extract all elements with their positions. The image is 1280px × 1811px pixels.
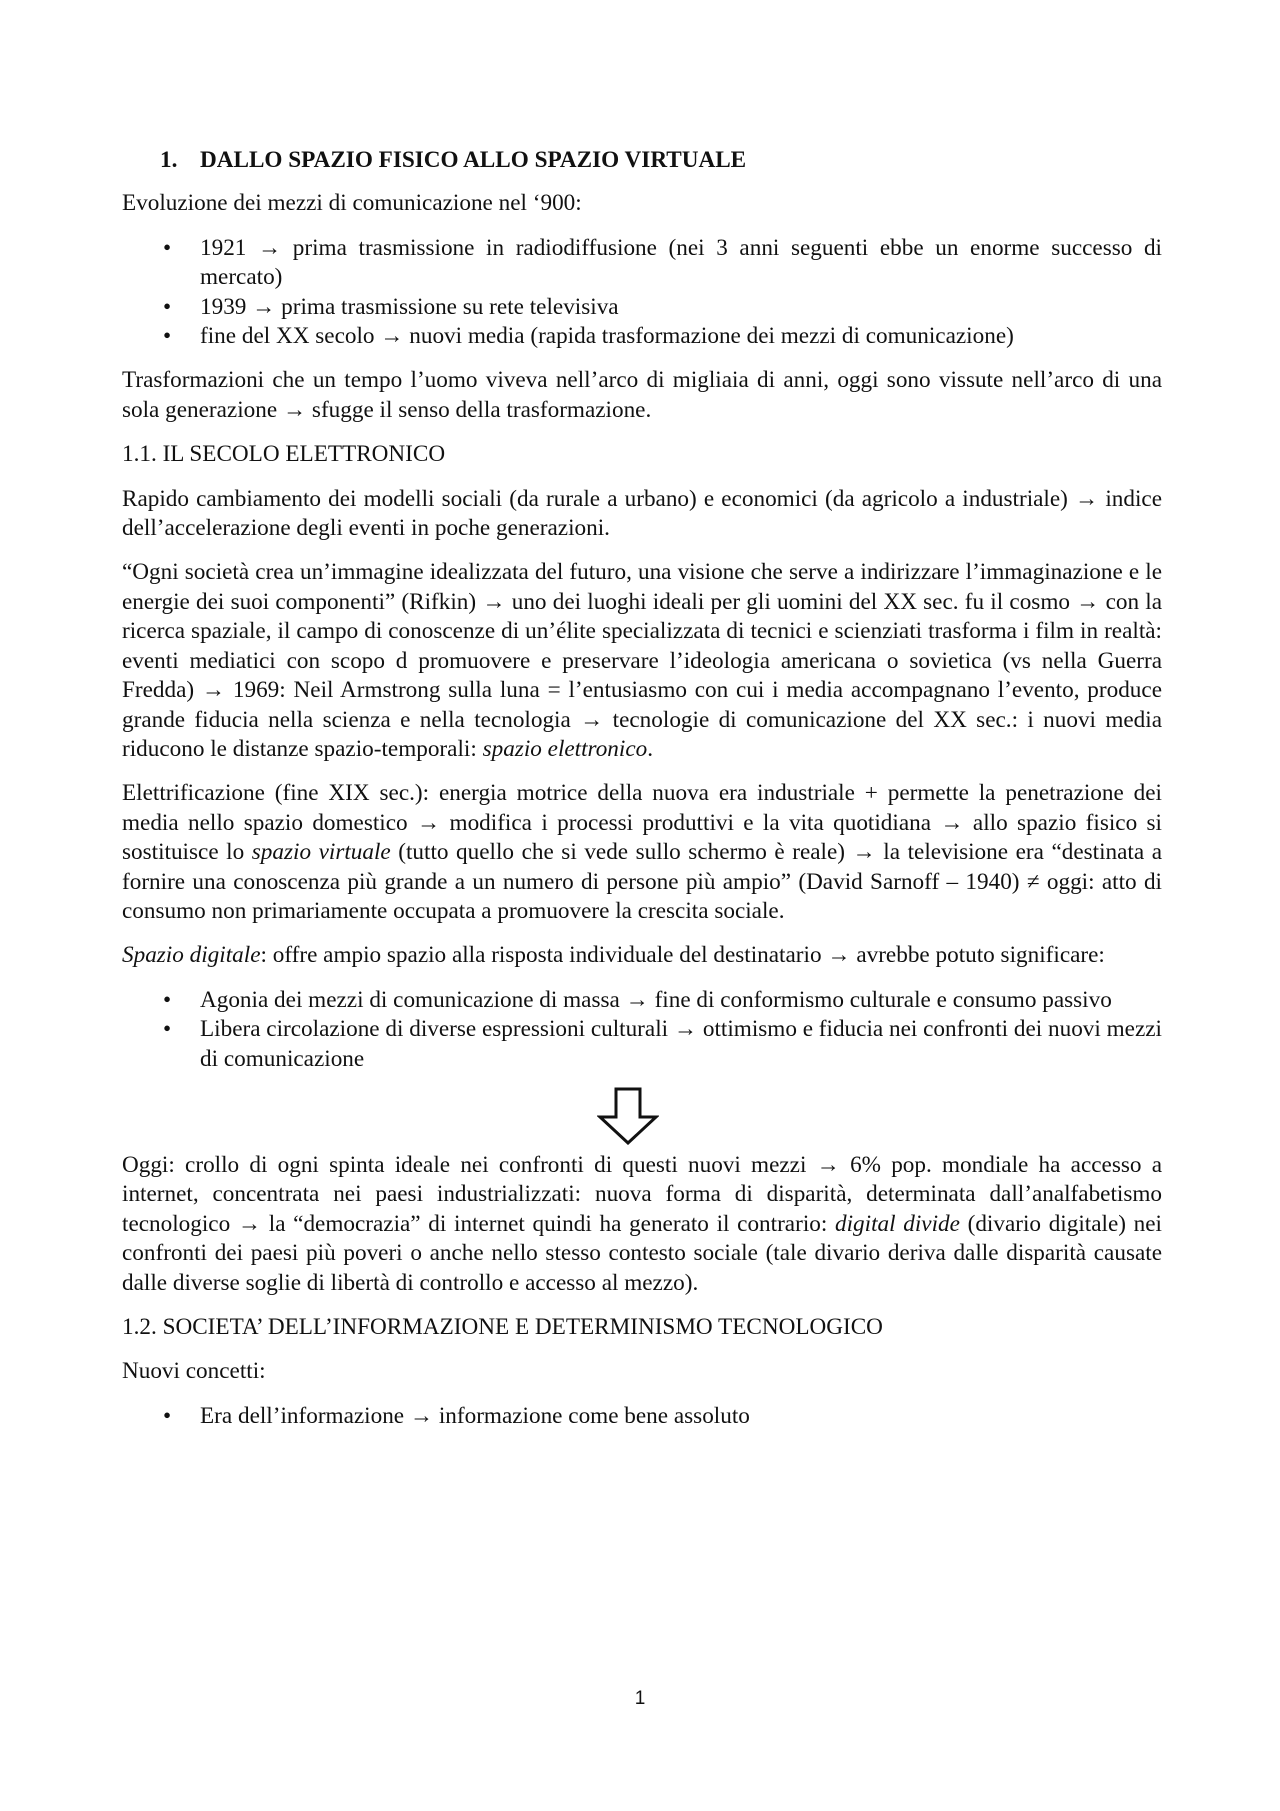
list-item: • Era dell’informazione → informazione come bene assoluto (122, 1402, 1162, 1431)
arrow-container (122, 1087, 1162, 1145)
list-item: • 1921 → prima trasmissione in radiodiffusione (nei 3 anni seguenti ebbe un enorme successo di mercato) (122, 234, 1162, 293)
intro-paragraph: Evoluzione dei mezzi di comunicazione nel ‘900: (122, 190, 582, 217)
new-concepts-paragraph: Nuovi concetti: (122, 1358, 266, 1385)
emphasis-term: Spazio digitale (122, 942, 261, 969)
list-item: • Libera circolazione di diverse espressioni culturali → ottimismo e fiducia nei confronti dei nuovi mezzi di comunicazione (122, 1015, 1162, 1074)
section-heading-1-1: 1.1. IL SECOLO ELETTRONICO (122, 441, 446, 468)
list-item: • 1939 → prima trasmissione su rete televisiva (122, 293, 1162, 322)
media-evolution-list (122, 234, 1162, 352)
list-item: • fine del XX secolo → nuovi media (rapida trasformazione dei mezzi di comunicazione) (122, 322, 1162, 351)
paragraph-text-cont: (divario digitale) nei confronti dei paesi più poveri o anche nello stesso contesto sociale (tale divario deriva dalle disparità causate dalle diverse soglie di libertà di controllo e accesso al mezzo). (122, 1210, 1162, 1296)
page-number: 1 (634, 1688, 646, 1709)
chapter-title: DALLO SPAZIO FISICO ALLO SPAZIO VIRTUALE (200, 147, 747, 173)
paragraph-text: Oggi: crollo di ogni spinta ideale nei confronti di questi nuovi mezzi → 6% pop. mondiale ha accesso a internet, concentrata nei paesi industrializzati: nuova forma di disparità, determinata dall’analfabetismo tecnologico → la “democrazia” di internet quindi ha generato il contrario: (122, 1151, 1162, 1237)
page-content (122, 146, 1162, 1446)
paragraph-text: : offre ampio spazio alla risposta individuale del destinatario → avrebbe potuto significare: (260, 942, 1105, 969)
emphasis-term: spazio virtuale (251, 839, 391, 866)
down-arrow-outline-icon (597, 1087, 659, 1145)
transformation-paragraph: Trasformazioni che un tempo l’uomo viveva nell’arco di migliaia di anni, oggi sono vissute nell’arco di una sola generazione → sfugge il senso della trasformazione. (122, 367, 1162, 423)
rapid-change-paragraph: Rapido cambiamento dei modelli sociali (da rurale a urbano) e economici (da agricolo a industriale) → indice dell’accelerazione degli eventi in poche generazioni. (122, 485, 1162, 542)
new-concepts-list (122, 1402, 1162, 1431)
rifkin-paragraph (122, 558, 1162, 764)
chapter-heading (160, 146, 1162, 175)
list-item: • Agonia dei mezzi di comunicazione di massa → fine di conformismo culturale e consumo passivo (122, 986, 1162, 1015)
digital-space-list (122, 986, 1162, 1074)
paragraph-text: “Ogni società crea un’immagine idealizzata del futuro, una visione che serve a indirizzare l’immaginazione e le energie dei suoi componenti” (Rifkin) → uno dei luoghi ideali per gli uomini del XX sec. fu il cosmo → con la ricerca spaziale, il campo di conoscenze di un’élite specializzata di tecnici e scienziati trasforma i film in realtà: eventi mediatici con scopo d promuovere e preservare l’ideologia americana o sovietica (vs nella Guerra Fredda) → 1969: Neil Armstrong sulla luna = l’entusiasmo con cui i media accompagnano l’evento, produce grande fiducia nella scienza e nella tecnologia → tecnologie di comunicazione del XX sec.: i nuovi media riducono le distanze spazio-temporali: (122, 559, 1162, 762)
emphasis-term: spazio elettronico (482, 735, 648, 762)
electrification-paragraph (122, 779, 1162, 926)
chapter-number: 1. (160, 147, 178, 173)
emphasis-term: digital divide (835, 1210, 960, 1237)
paragraph-text-cont: (tutto quello che si vede sullo schermo è reale) → la televisione era “destinata a fornire una conoscenza più grande a un numero di persone più ampio” (David Sarnoff – 1940) ≠ oggi: atto di consumo non primariamente occupata a promuovere la crescita sociale. (122, 839, 1162, 924)
paragraph-end: . (647, 735, 654, 762)
paragraph-text: Elettrificazione (fine XIX sec.): energia motrice della nuova era industriale + permette la penetrazione dei media nello spazio domestico → modifica i processi produttivi e la vita quotidiana → allo spazio fisico si sostituisce lo (122, 780, 1162, 866)
section-heading-1-2: 1.2. SOCIETA’ DELL’INFORMAZIONE E DETERMINISMO TECNOLOGICO (122, 1314, 883, 1340)
digital-space-paragraph (122, 941, 1162, 970)
today-paragraph (122, 1151, 1162, 1298)
